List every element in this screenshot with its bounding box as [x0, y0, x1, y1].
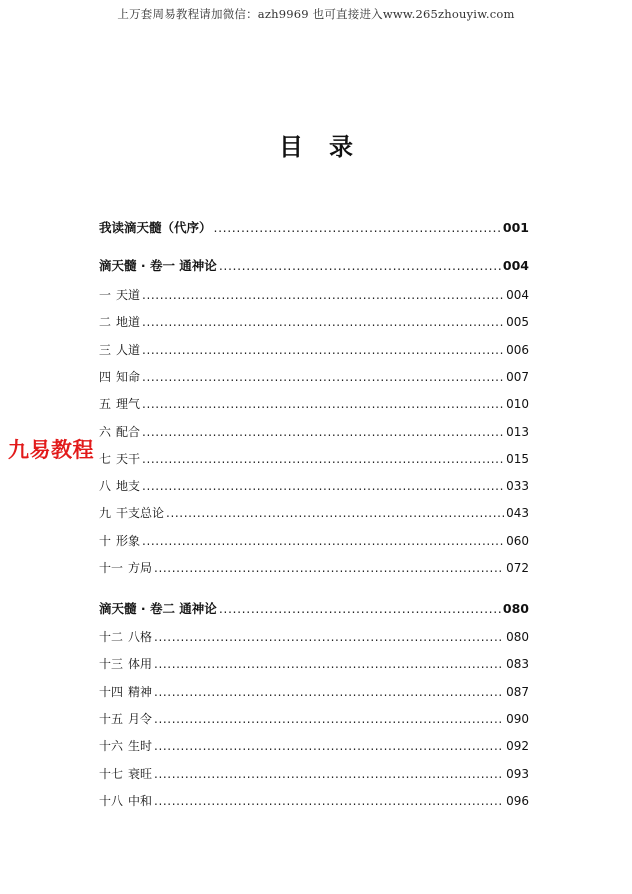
dot-leader	[219, 259, 501, 273]
toc-item-number: 十三	[99, 657, 124, 671]
toc-entry-label: 衰旺	[128, 767, 153, 781]
toc-entry-label: 天道	[116, 288, 141, 302]
dot-leader	[154, 630, 504, 644]
toc-item[interactable]	[99, 506, 529, 520]
toc-page-number: 080	[506, 630, 529, 644]
toc-item[interactable]	[99, 288, 529, 302]
toc-section-heading[interactable]	[99, 259, 529, 273]
toc-page-number: 083	[506, 657, 529, 671]
toc-item[interactable]	[99, 794, 529, 808]
watermark-logo: 九易教程	[8, 438, 94, 462]
toc-item-number: 十七	[99, 767, 124, 781]
toc-item-number: 六	[99, 425, 112, 439]
toc-item[interactable]	[99, 685, 529, 699]
toc-item[interactable]	[99, 630, 529, 644]
toc-item-number: 十二	[99, 630, 124, 644]
dot-leader	[142, 288, 504, 302]
toc-entry-label: 月令	[128, 712, 153, 726]
toc-item-number: 八	[99, 479, 112, 493]
toc-page-number: 092	[506, 739, 529, 753]
dot-leader	[142, 343, 504, 357]
toc-section-heading[interactable]	[99, 221, 529, 235]
toc-item[interactable]	[99, 343, 529, 357]
toc-item-number: 四	[99, 370, 112, 384]
toc-page-number: 093	[506, 767, 529, 781]
toc-item-number: 九	[99, 506, 112, 520]
dot-leader	[214, 221, 501, 235]
dot-leader	[142, 534, 504, 548]
toc-entry-label: 生时	[128, 739, 153, 753]
toc-page-number: 006	[506, 343, 529, 357]
toc-item-number: 一	[99, 288, 112, 302]
toc-page-number: 007	[506, 370, 529, 384]
toc-entry-label: 干支总论	[116, 506, 165, 520]
toc-entry-label: 理气	[116, 397, 141, 411]
toc-entry-label: 配合	[116, 425, 141, 439]
toc-entry-label: 中和	[128, 794, 153, 808]
toc-item-number: 十五	[99, 712, 124, 726]
page-title: 目录	[279, 132, 379, 161]
toc-entry-label: 方局	[128, 561, 153, 575]
toc-section-heading[interactable]	[99, 602, 529, 616]
toc-page-number: 072	[506, 561, 529, 575]
toc-entry-label: 形象	[116, 534, 141, 548]
toc-item-number: 十六	[99, 739, 124, 753]
toc-page-number: 090	[506, 712, 529, 726]
toc-page-number: 033	[506, 479, 529, 493]
toc-entry-label: 滴天髓 · 卷二 通神论	[99, 601, 217, 616]
toc-page-number: 043	[506, 506, 529, 520]
toc-item[interactable]	[99, 767, 529, 781]
toc-item-number: 十一	[99, 561, 124, 575]
toc-item-number: 十八	[99, 794, 124, 808]
dot-leader	[142, 452, 504, 466]
dot-leader	[142, 425, 504, 439]
dot-leader	[142, 370, 504, 384]
toc-item-number: 三	[99, 343, 112, 357]
toc-page-number: 004	[502, 258, 529, 273]
toc-item-number: 十	[99, 534, 112, 548]
toc-entry-label: 知命	[116, 370, 141, 384]
toc-page-number: 087	[506, 685, 529, 699]
dot-leader	[166, 506, 504, 520]
dot-leader	[154, 794, 504, 808]
toc-page-number: 015	[506, 452, 529, 466]
toc-page-number: 096	[506, 794, 529, 808]
dot-leader	[154, 685, 504, 699]
toc-item-number: 五	[99, 397, 112, 411]
toc-page-number: 013	[506, 425, 529, 439]
toc-item[interactable]	[99, 739, 529, 753]
toc-item[interactable]	[99, 479, 529, 493]
dot-leader	[154, 739, 504, 753]
toc-entry-label: 体用	[128, 657, 153, 671]
dot-leader	[142, 479, 504, 493]
toc-item-number: 二	[99, 315, 112, 329]
toc-page-number: 004	[506, 288, 529, 302]
toc-entry-label: 人道	[116, 343, 141, 357]
toc-item[interactable]	[99, 425, 529, 439]
toc-entry-label: 地支	[116, 479, 141, 493]
toc-entry-label: 精神	[128, 685, 153, 699]
toc-item[interactable]	[99, 397, 529, 411]
toc-item[interactable]	[99, 712, 529, 726]
dot-leader	[154, 712, 504, 726]
toc-page-number: 060	[506, 534, 529, 548]
toc-entry-label: 滴天髓 · 卷一 通神论	[99, 258, 217, 273]
dot-leader	[142, 315, 504, 329]
toc-page-number: 005	[506, 315, 529, 329]
dot-leader	[154, 657, 504, 671]
toc-page-number: 080	[502, 601, 529, 616]
toc-item-number: 十四	[99, 685, 124, 699]
dot-leader	[219, 602, 501, 616]
toc-entry-label: 我读滴天髓（代序）	[99, 220, 212, 235]
toc-page-number: 010	[506, 397, 529, 411]
toc-item[interactable]	[99, 452, 529, 466]
dot-leader	[154, 767, 504, 781]
dot-leader	[142, 397, 504, 411]
dot-leader	[154, 561, 504, 575]
toc-item[interactable]	[99, 561, 529, 575]
toc-item[interactable]	[99, 657, 529, 671]
toc-entry-label: 天干	[116, 452, 141, 466]
toc-item[interactable]	[99, 370, 529, 384]
toc-page-number: 001	[502, 220, 529, 235]
toc-item[interactable]	[99, 315, 529, 329]
toc-item-number: 七	[99, 452, 112, 466]
toc-item[interactable]	[99, 534, 529, 548]
toc-entry-label: 八格	[128, 630, 153, 644]
toc-entry-label: 地道	[116, 315, 141, 329]
page-header-notice: 上万套周易教程请加微信：azh9969 也可直接进入www.265zhouyiw.com	[117, 7, 515, 21]
